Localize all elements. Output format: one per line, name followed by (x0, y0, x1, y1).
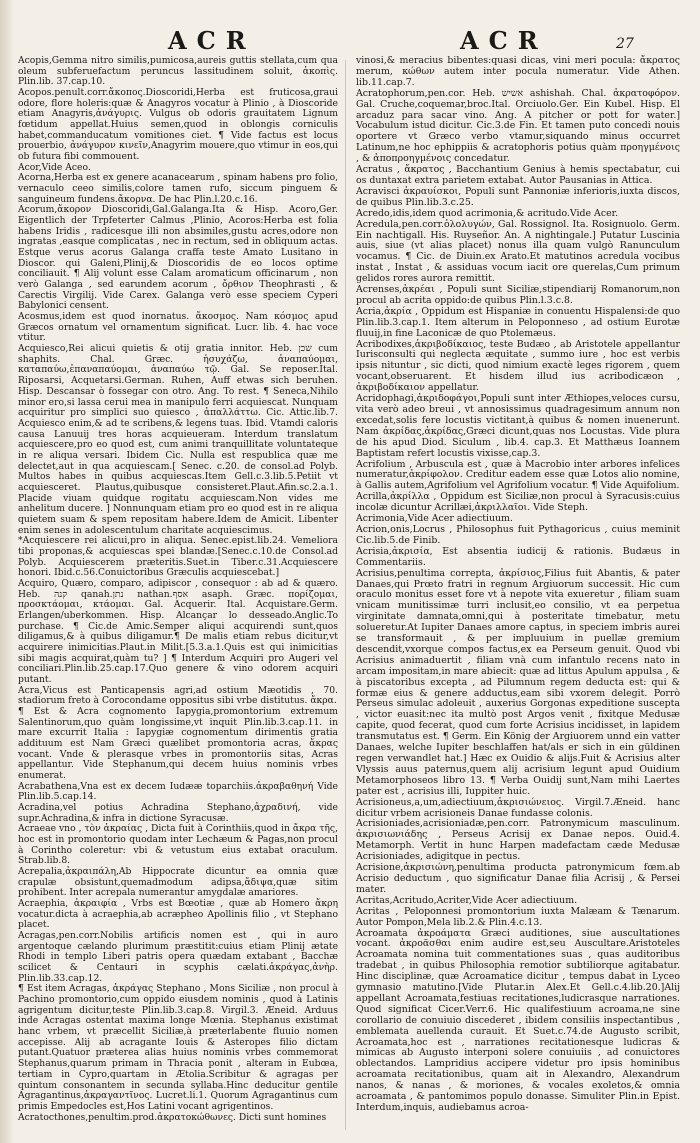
dictionary-entry: Acravisci ἀκραυίσκοι, Populi sunt Pannoniæ inferioris,iuxta discos, de quibus Plin.lib.3.c.25. (356, 185, 680, 208)
dictionary-entry: Acorna,Herba est ex genere acanacearum , spinam habens pro folio, vernaculo ceeo similis,colore tamen rufo, siccum pinguem & sanguineum fundens.ἄκορνα. De hac Plin.l.20.c.16. (18, 172, 339, 205)
dictionary-entry: Acria,ἀκρία , Oppidum est Hispaniæ in conuentu Hispalensi:de quo Plin.lib.3.cap.1. Item alterum in Peloponneso , ad ostium Eurotæ fluuij,in fine Laconicæ de quo Ptolemæus. (356, 305, 680, 339)
running-head-right: ACR (460, 26, 548, 55)
dictionary-entry: Acrabathena,Vna est ex decem Iudææ toparchiis.ἀκραβαθηνή Vide Plin.lib.5.cap.14. (18, 780, 338, 803)
dictionary-entry: Acrenses,ἀκρέαι , Populi sunt Siciliæ,stipendiarij Romanorum,non procul ab acrita oppido:de quibus Plin.l.3.c.8. (356, 284, 680, 306)
dictionary-entry: ¶ Est & Acra cognomento Iapygia,promontorium extremum Salentinorum,quo quàm longissime,vt inquit Plin.lib.3.cap.11. in mare excurrit Italia : Iapygiæ cognomentum dirimentis gratia addituum est Nam Græci quælibet promontoria acras, ἄκρας vocant. Vnde & plerasque vrbes in promontoriis sitas, Acras appellantur. Vide Stephanum,qui decem huius nominis vrbes enumerat. (18, 705, 338, 782)
dictionary-entry: Acragas,pen.corr.Nobilis artificis nomen est , qui in auro argentoque cælando plurimum præstitit:cuius etiam Plinij ætate Rhodi in templo Liberi patris opera quædam extabant , Bacchæ scilicet & Centauri in scyphis cælati.ἀκράγας,ἀνὴρ. Plin.lib.33.cap.12. (18, 930, 338, 984)
dictionary-entry: Acrisioneus,a,um,adiectiuum,ἀκρισιώνειος. Virgil.7.Æneid. hanc dicitur vrbem acrisioneis Danae fundasse colonis. (356, 796, 680, 819)
dictionary-entry: Acribodixes,ἀκριβοδίκαιος, teste Budæo , ab Aristotele appellantur Iurisconsulti qui neglecta æquitate , summo iure , hoc est verbis ipsis nituntur , sic dicti, quod nimium exactè leges rigorem , quem vocant,obseruarent. Et hisdem illud ius acribodicæon , ἀκριβοδίκαιον appellatur. (356, 338, 680, 394)
column-divider (345, 60, 346, 1130)
dictionary-entry: Acrilla,ἀκρίλλα , Oppidum est Siciliæ,non procul à Syracusis:cuius incolæ dicuntur Acrillæi,ἀκριλλαῖοι. Vide Steph. (356, 491, 680, 514)
right-column (356, 56, 680, 1114)
dictionary-entry: Acrion,onis,Locrus , Philosophus fuit Pythagoricus , cuius meminit Cic.lib.5.de Finib. (356, 523, 680, 546)
dictionary-entry: Acrisione,ἀκρισιώνη,penultima producta patronymicum fœm.ab Acrisio deductum , quo significatur Danae filia Acrisij , & Persei mater. (356, 862, 680, 895)
dictionary-entry: Acredula,pen.corr.ὀλολυγών, Gal. Rossignol. Ita. Rosignuolo. Germ. Ein nachtigall. His. Ruyseñor. An. A nightingale.] Putatur Luscinia auis, siue (vt alias placet) nonus illa quam vulgò Ranunculum vocamus. ¶ Cic. de Diuin.ex Arato.Et matutinos acredula vocibus instat , Instat , & assiduas vocum iacit ore querelas,Cum primum gelidos rores aurora remittit. (356, 218, 680, 285)
dictionary-entry: Acrisia,ἀκρισία, Est absentia iudicij & rationis. Budæus in Commentariis. (356, 545, 680, 568)
left-column (18, 56, 338, 1123)
dictionary-entry: Acroamata ἀκροάματα Græci auditiones, siue auscultationes vocant. ἀκροᾶσθαι enim audire est,seu Auscultare.Aristoteles Acroamata nomina tuit commentationes suas , quas auditoribus tradebat , in quibus Philosophia remotior subtiliorque agitabatur. Hinc disciplinæ, quæ Acroamatice dicitur , tempus dabat in Lyceo gymnasio matutino.[Vide Plutar.in Alex.Et Gell.c.4.lib.20.]Alij appellant Acroamata,festiuas recitationes,ludicrasque narrationes. Quod significat Cicer.Verr.6. Hic qualifestiuum acroama,ne sine corollario de conuiuio discederet , ibidem consiliis inspectantibus , emblemata auellenda curauit. Et Suet.c.74.de Augusto scribit, Acroamata,hoc est , narrationes recitationesque ludicras & mimicas ab Augusto interponi solere conuiuiis , ad conuictores oblectandos. Lampridius accipere videtur pro ipsis hominibus acroamata recitationibus, quam ait in Alexandro, Alexandrum nanos, & nanas , & moriones, & vocales exoletos,& omnia acroamata , & pantomimos populo donasse. Simuliter Plin.in Epist. Interdum,inquis, audiebamus acroa- (356, 927, 680, 1113)
dictionary-entry: Acrepalia,ἀκραιπάλη,Ab Hippocrate dicuntur ea omnia quæ crapulæ obsistunt,quemadmodum adipsa,ἄδιψα,quæ sitim prohibent. Inter acrepala numerantur amygdalæ amariores. (18, 866, 338, 899)
dictionary-entry: Acredo,idis,idem quod acrimonia,& acritudo.Vide Acer. (356, 207, 619, 219)
dictionary-entry: Acrisius,penultima correpta, ἀκρίσιος,Filius fuit Abantis, & pater Danaes,qui Prœto fratri in regnum Argiuorum successit. Hic cum oraculo monitus esset fore vt à nepote vita exueretur , filiam suam vnicam munitissimæ turri inclusit,eo consilio, vt ea perpetua virginitate damnata,omni,qui à posteritate timebatur, metu solueretur.At Iupiter Danaes amore captus, in speciem imbris aurei se transformauit , & per impluuium in puellæ gremium descendit,vxorque compos factus,ex ea Perseum genuit. Quod vbi Acrisius animaduertit , filiam vnà cum infantulo recens nato in arcam impositam,in mare abiecit: quæ ad littus Apulum appulsa , & à piscatoribus excepta , ad Pilumnum regem deducta est: qui & formæ eius & genere adductus,eam sibi vxorem delegit. Porrò Perseus simulac adoleuit , auxerius Gorgonas expeditione suscepta , victor euasit:nec ita multò post Argos venit , fixitque Medusæ capite, quod fecerat, quod cum forte Acrisius incidisset, in lapidem transmutatus est. ¶ Germ. Ein König der Argiuorem unnd ein vatter Danaes, welche Iupiter beschlaffen hat/als er sich in ein güldinen regen verwandlet hat.] Hæc ex Ouidio & alijs.Fuit & Acrisius alter Vlyssis auus paternus,quem alij acrisium legunt apud Ouidium Metamorphoseos libro 13. ¶ Verba Ouidij sunt,Nam mihi Laertes pater est , acrisius illi, Iuppiter huic. (356, 567, 680, 797)
dictionary-entry: ¶ Est item Acragas, ἀκράγας Stephano , Mons Siciliæ , non procul à Pachino promontorio,cum oppido eiusdem nominis , quod à Latinis agrigentum dicitur,teste Plin.lib.3.cap.8. Virgil.3. Æneid. Arduus inde Acragas ostentat maxima longe Mœnia. Stephanus existimat hanc vrbem, vt præcellit Siciliæ,à præterlabente fluuio nomen accepisse. Alij ab acragante Iouis & Asteropes filio dictam putant.Quatuor præterea alias huius nominis vrbes commemorat Stephanus,quarum primam in Thracia ponit , alteram in Eubœa, tertiam in Cypro,quartam in Ætolia.Scribitur & agragas per quintum consonantem in secunda syllaba.Hinc deducitur gentile Agragantinus,ἀκραγαντῖνος. Lucret.li.1. Quorum Agragantinus cum primis Empedocles est,Hos Latini vocant agrigentinos. (18, 983, 338, 1112)
dictionary-entry: Acraeae vno , τὸν ἀκραίας , Dicta fuit à Corinthiis,quod in ἄκρα τῆς, hoc est in promontorio quodam inter Lechæum & Pagas,non procul à Corintho coleretur: vbi & vetustum eius extabat oraculum. Strab.lib.8. (18, 823, 338, 867)
dictionary-entry: Acratophorum,pen.cor. Heb. אשיש ashishah. Chal. ἀκρατοφόρον. Gal. Cruche,coquemar,broc.Ital. Orciuolo.Ger. Ein Kubel. Hisp. El arcaduz para sacar vino. Ang. A pitcher or pott for water.] Vocabulum istud dicitur. Cic.3.de Fin. Et tamen puto concedi nouis oportere vt Græco verbo vtamur,siquando minus occurret Latinum,ne hoc ephippiis & acratophoris potius quàm προηγμένοις , & ἀποπροηγμένοις concedatur. (356, 87, 680, 165)
dictionary-entry: Acrimonia,Vide Acer adiectiuum. (356, 513, 513, 525)
dictionary-entry: Acosmus,idem est quod inornatus. ἄκοσμος. Nam κόσμος apud Græcos ornatum vel ornamentum significat. Lucr. lib. 4. hac voce vtitur. (18, 311, 338, 344)
dictionary-entry: Acritas,Acritudo,Acriter,Vide Acer adiectiuum. (356, 894, 578, 906)
dictionary-entry: Acrifolium , Arbuscula est , quæ à Macrobio inter arbores infelices numeratur,ἀκρίφολον. Creditur eadem esse quæ Lotos alio nomine, à Gallis autem,Agrifolium vel Agrifolium vocatur. ¶ Vide Aquifolium. (356, 458, 680, 492)
dictionary-entry: Acratocthones,penultim.prod.ἀκρατοκώθωνες. Dicti sunt homines (18, 1111, 327, 1123)
dictionary-entry: Acratus , ἄκρατος , Bacchantium Genius à hemis spectabatur, cui os duntaxat extra parietem extabat. Autor Pausanias in Attica. (356, 164, 680, 186)
dictionary-entry: Acrisioniades,acrisioniadæ,pen.corr. Patronymicum masculinum. ἀκρισιωνιάδης , Perseus Acrisij ex Danae nepos. Ouid.4. Metamorph. Vertit in hunc Harpen madefactam cæde Medusæ Acrisioniades, adigitque in pectus. (356, 818, 680, 863)
page-gutter-shadow (0, 0, 14, 1143)
page-number: 27 (616, 36, 634, 52)
dictionary-entry: Acorum,ἄκορον Dioscoridi,Gal.Galanga.Ita & Hisp. Acoro,Ger. Eigentlich der Trpfeterter Calmus ,Plinio, Acoros:Herba est folia habens Iridis , radicesque illi non absimiles,gustu acres,odore non ingratas ,easque complicatas , nec in rectum, sed in obliquum actas. Estque verus acorus Galanga craffa teste Amato Lusitano in Dioscor. qui Galeni,Plinij,& Dioscoridis de eo locos optime conciliauit. ¶ Alij volunt esse Calam aromaticum officinarum , non verò Galanga , sed earundem acorum , ὄρθιον Theophrasti , & Carectis Virgilij. Vide Carex. Galanga verò esse speciem Cyperi Babylonici censent. (18, 204, 338, 312)
running-head-left: ACR (168, 26, 256, 55)
dictionary-entry: Acopos.penult.corr.ἄκοπος.Dioscoridi,Herba est fruticosa,graui odore, flore holeris:quæ & Anagyros vocatur à Plinio , à Dioscoride etiam Anagyris,ἀνάγυρις. Vulgus ob odoris grauitatem Lignum fœtidum appellat.Huius semen,quod in oblongis corniculis habet,commanducatum vomitiones ciet. ¶ Vide factus est locus prouerbio, ἀνάγυρον κινεῖν,Anagyrim mouere,quo vtimur in eos,qui ob futura fibi commouent. (18, 87, 338, 163)
dictionary-entry: Acopis,Gemma nitro similis,pumicosa,aureis guttis stellata,cum qua oleum subferuefactum peruncus lassitudinem soluit, ἀκοπὶς. Plin.lib. 37.cap.10. (18, 55, 338, 88)
dictionary-entry: Acra,Vicus est Panticapensis agri,ad ostium Mæotidis , 70. stadiorum freto à Corocondame oppositus sibi vrbe distitutus. ἄκρα. (18, 684, 338, 707)
dictionary-entry: Acor,Vide Aceo. (18, 161, 91, 173)
dictionary-entry: Acritas , Peloponnesi promontorium iuxta Malæam & Tænarum. Autor Pompon,Mela lib.2.& Plin.4.c.13. (356, 905, 680, 928)
dictionary-entry: vinosi,& meracius bibentes:quasi dicas, vini meri pocula: ἄκρατος merum, κώθων autem inter pocula numeratur. Vide Athen. lib.11.cap.7. (356, 55, 680, 88)
dictionary-entry: *Acquiescere rei alicui,pro in aliqua. Senec.epist.lib.24. Vemeliora tibi proponas,& acquiescas spei blandæ.[Senec.c.10.de Consol.ad Polyb. Acquiescerem præteritis.Suet.in Tiber.c.31.Acquiescere honori. Ibid.c.56.Conuictoribus Græculis acquiescebat.] (18, 535, 338, 579)
dictionary-entry: Acquiesco,Rei alicui quietis & otij gratia innitor. Heb. שכן cum shaphits. Chal. Græc. ἡσυχάζω, ἀναπαύομαι, καταπαύω,ἐπαναπαύομαι, ἀναπαύω τῷ. Gal. Se reposer.Ital. Riposarsi, Acquetarsi.German. Ruhen, Auff etwas sich beruhen. Hisp. Descansar ò fossegar con otro. Ang. To rest. ¶ Seneca,Nihilo minor ero,si lassa cerui mea in manipulo ferri acquiescat. Nunquam acquiritur pro simplici suo quiesco , ἀπαλλάττω. Cic. Attic.lib.7. Acquiesco enim,& ad te scribens,& legens tuas. Ibid. Vtamdi caloris causa Lanuuij tres horas acquieueram. Interdum translatum acquiescere,pro eo quod est, cum animi tranquillitate voluntateque in re aliqua versari. Ibidem Cic. Nulla est respublica quæ me delectet,aut in qua acquiescam.[ Senec. c.20. de consol.ad Polyb. Multos habes in quibus acquiescas.Item Gell.c.3.lib.5.Petiit vt acquiesceret. Plautus,quibusque consisteret.Plaut.Afin.sc.2.a.1. Placide viuam quidque rogitatu acquiescam.Non vides me anhelitum ducere. ] Nonnunquam etiam pro eo quod est in re aliqua quietem suam & spem repositam habere.Idem de Amicit. Libenter enim senes in adolescentulum charitate acquiescimus. (18, 343, 338, 536)
dictionary-entry: Acradina,vel potius Achradina Stephano,ἀχραδινή, vide supr.Achradina,& infra in dictione Syracusæ. (18, 802, 338, 824)
dictionary-entry: Acraephia, ἀκραιφία , Vrbs est Bœotiæ , quæ ab Homero ἄκρη vocatur.dicta à acraephia,ab acræpheo Apollinis filio , vt Stephano placet. (18, 898, 338, 931)
dictionary-entry: Acridophagi,ἀκριδοφάγοι,Populi sunt inter Æthiopes,veloces cursu, vita verò adeo breui , vt annosissimus quadragesimum annum non excedat,solis fere locustis victitant,à quibus & nomen inuenerunt. Nam ἀκρίδας,ἀκρίδας,Græci dicunt,quas nos Locustas. Vide plura de his apud Diod. Siculum , lib.4. cap.3. Et Matthæus Ioannem Baptistam refert locustis vixisse,cap.3. (356, 393, 680, 459)
dictionary-entry: Acquiro, Quæro, comparo, adipiscor , consequor : ab ad & quæro. Heb. קנה qanah.נתן nathan.אסף asaph. Græc. πορίζομαι, προσκτάομαι, κτάομαι. Gal. Acquerir. Ital. Acquistare.Germ. Erlangen/uberkommen. Hisp. Alcançar lo desseado.Anglic.To purchase. ¶ Cic.de Amic.Semper aliqui acquirendi sunt,quos diligamus,& à quibus diligamur.¶ De malis etiam rebus dicitur,vt acquirere inimicitias.Plaut.in Milit.[5.3.a.1.Quis est qui inimicitias sibi magis acquirat,quàm tu? ] ¶ Interdum Acquiri pro Augeri vel conciliari.Plin.lib.25.cap.17.Quo genere & vino odorem acquiri putant. (18, 577, 338, 685)
